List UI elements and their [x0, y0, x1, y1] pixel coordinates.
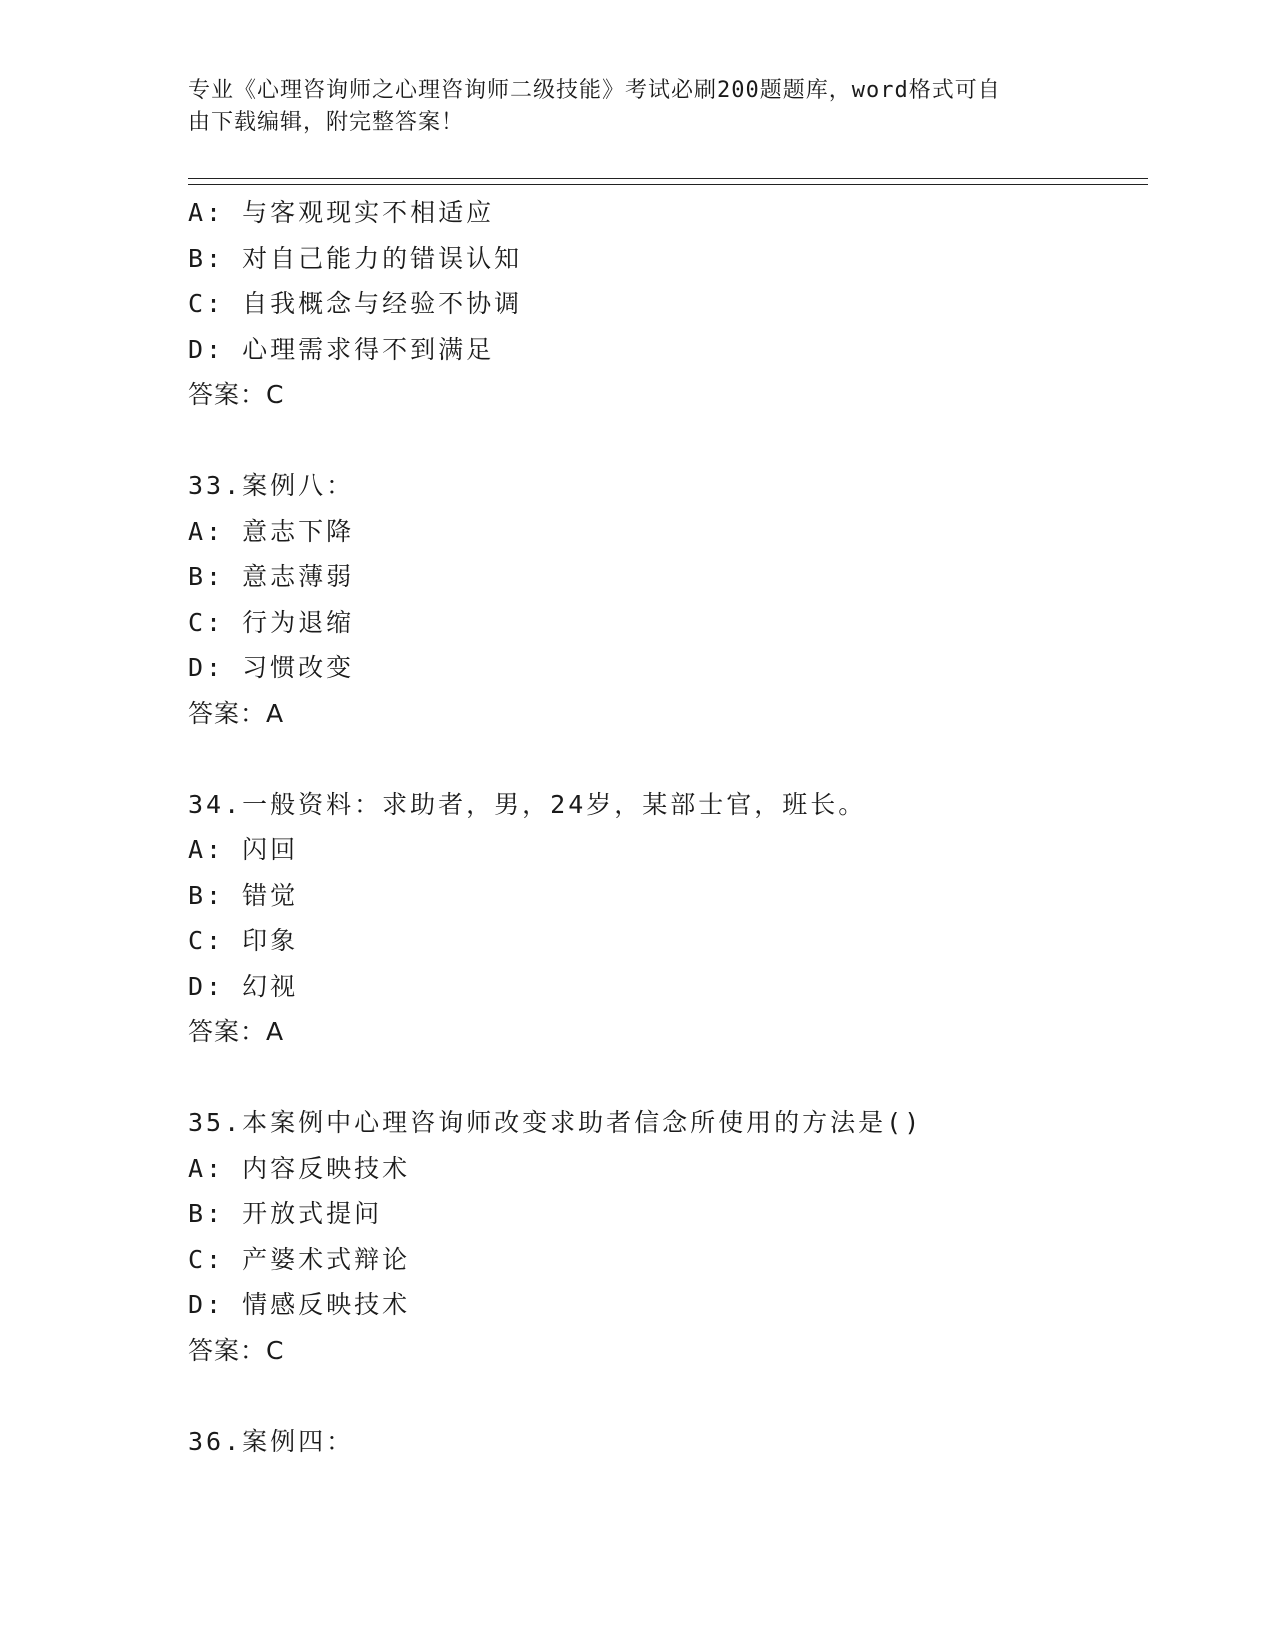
- option-b: B: 开放式提问: [188, 1199, 383, 1228]
- option-a: A: 与客观现实不相适应: [188, 198, 495, 227]
- option-b: B: 错觉: [188, 880, 299, 910]
- option-c: C: 产婆术式辩论: [188, 1244, 411, 1274]
- question-text: 35.本案例中心理咨询师改变求助者信念所使用的方法是(): [188, 1108, 923, 1137]
- option-a: A: 闪回: [188, 835, 299, 864]
- spacer: [188, 1373, 1148, 1419]
- question-block-33: [188, 463, 1148, 736]
- option-c: C: 印象: [188, 926, 299, 955]
- question-block-32: [188, 190, 1148, 418]
- answer-line: 答案：C: [188, 1335, 285, 1365]
- option-b: B: 意志薄弱: [188, 562, 355, 591]
- option-d: D: 心理需求得不到满足: [188, 334, 495, 364]
- spacer: [188, 736, 1148, 782]
- option-d: D: 情感反映技术: [188, 1290, 411, 1319]
- question-text: 33.案例八：: [188, 471, 355, 500]
- header-divider: [188, 178, 1148, 185]
- header-line-2: 由下载编辑，附完整答案！: [188, 110, 465, 135]
- question-text: 34.一般资料：求助者，男，24岁，某部士官，班长。: [188, 789, 867, 819]
- document-header: [188, 75, 1068, 139]
- question-block-35: [188, 1100, 1148, 1373]
- question-block-36: [188, 1419, 1148, 1465]
- option-c: C: 自我概念与经验不协调: [188, 289, 523, 318]
- header-line-1: 专业《心理咨询师之心理咨询师二级技能》考试必刷200题题库，word格式可自: [188, 78, 1001, 103]
- answer-line: 答案：A: [188, 698, 285, 728]
- option-b: B: 对自己能力的错误认知: [188, 243, 523, 273]
- question-list: [188, 190, 1148, 1464]
- option-d: D: 幻视: [188, 971, 299, 1001]
- answer-line: 答案：C: [188, 380, 285, 409]
- spacer: [188, 1055, 1148, 1101]
- option-c: C: 行为退缩: [188, 607, 355, 637]
- option-a: A: 内容反映技术: [188, 1153, 411, 1183]
- option-a: A: 意志下降: [188, 516, 355, 546]
- spacer: [188, 418, 1148, 464]
- option-d: D: 习惯改变: [188, 653, 355, 682]
- question-text: 36.案例四：: [188, 1426, 355, 1456]
- answer-line: 答案：A: [188, 1017, 285, 1046]
- question-block-34: [188, 782, 1148, 1055]
